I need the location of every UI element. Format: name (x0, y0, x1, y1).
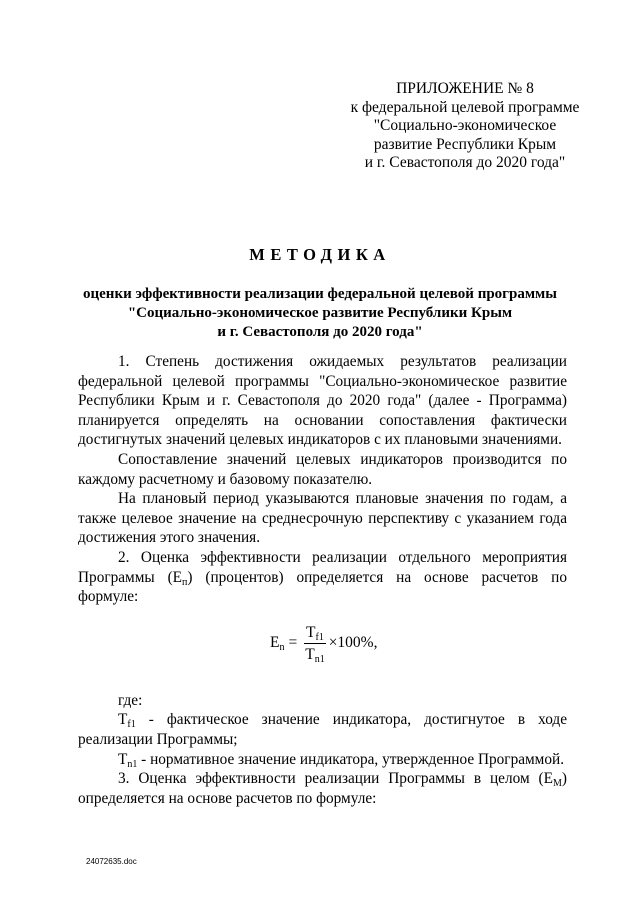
paragraph-2: Сопоставление значений целевых индикаторов производится по каждому расчетному и базовому показателю. (78, 450, 567, 488)
document-subtitle-3: и г. Севастополя до 2020 года" (217, 324, 423, 340)
paragraph-4-text-b: ) (процентов) определяется на основе расчетов по формуле: (78, 568, 567, 606)
appendix-line-3: развитие Республики Крым (373, 135, 557, 153)
where-label: где: (118, 691, 143, 709)
paragraph-3: На плановый период указываются плановые значения по годам, а также целевое значение на среднесрочную перспективу с указанием года достижения этого значения. (78, 490, 567, 547)
appendix-line-1: к федеральной целевой программе (350, 98, 580, 116)
formula-tail: ×100%, (328, 634, 378, 652)
document-subtitle-1: оценки эффективности реализации федеральной целевой программы (83, 286, 557, 302)
appendix-line-4: и г. Севастополя до 2020 года" (364, 154, 566, 171)
appendix-line-2: "Социально-экономическое (373, 117, 557, 134)
definition-tf1: $T_{f1}$ - фактическое значение индикатора, достигнутое в ходе реализации Программы; (78, 711, 567, 748)
formula-lhs: $E_n$ (270, 634, 285, 654)
file-name-footer: 24072635.doc (86, 857, 137, 866)
document-subtitle-2: "Социально-экономическое развитие Республики Крым (127, 305, 513, 321)
paragraph-5: 3. Оценка эффективности реализации Программы в целом $(E_M)$ определяется на основе расчетов по формуле: (78, 770, 567, 807)
appendix-header (320, 80, 610, 173)
document-body (78, 352, 567, 808)
formula-numerator: $T_{f1}$ (306, 623, 324, 643)
paragraph-4-sub: п (182, 576, 188, 588)
paragraph-4 (78, 548, 567, 607)
document-heading (60, 245, 580, 342)
formula-1 (78, 617, 567, 691)
appendix-title: ПРИЛОЖЕНИЕ № 8 (396, 80, 534, 97)
paragraph-4-text-a: 2. Оценка эффективности реализации отдельного мероприятия Программы (E (78, 548, 567, 586)
formula-fraction (303, 623, 326, 664)
formula-denominator: $T_{n1}$ (305, 645, 325, 665)
document-title: МЕТОДИКА (249, 245, 391, 264)
formula-equals: = (288, 634, 298, 652)
paragraph-1: 1. Степень достижения ожидаемых результатов реализации федеральной целевой программы "Социально-экономическое развитие Республики Крым и г. Севастополя до 2020 года" (далее - Программа) планируется определять на основании сопоставления фактически достигнутых значений целевых индикаторов с их плановыми значениями. (78, 353, 567, 449)
definition-tn1: $T_{n1}$ - нормативное значение индикатора, утвержденное Программой. (118, 750, 565, 770)
